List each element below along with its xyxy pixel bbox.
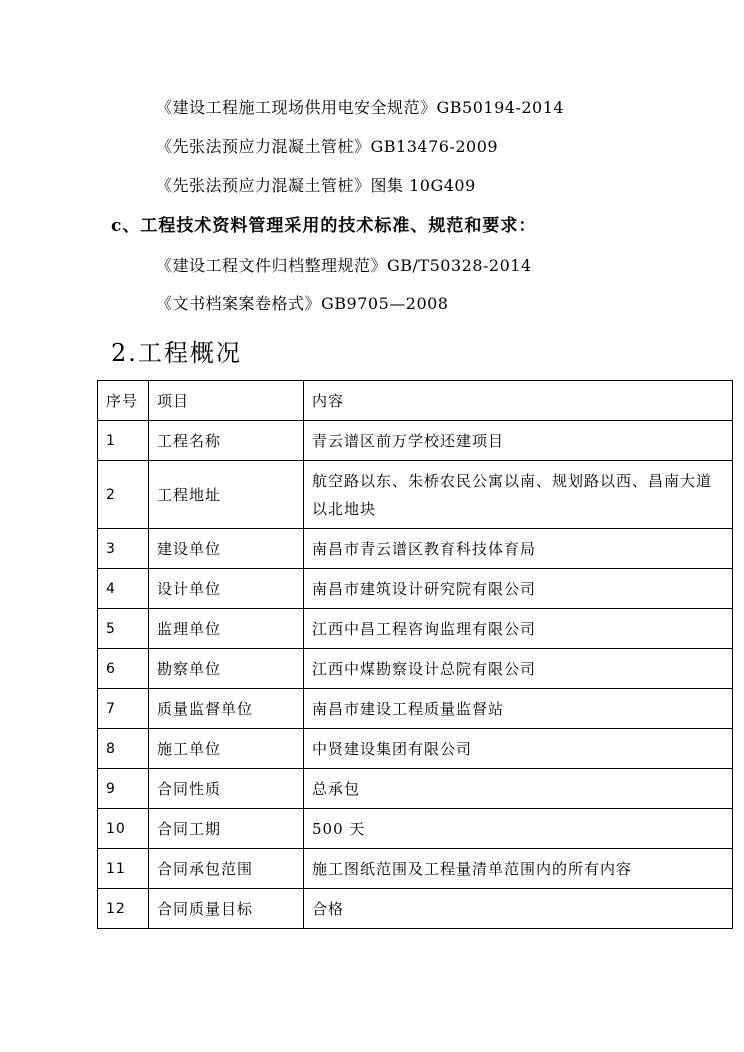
table-row [98,849,733,889]
row-number: 7 [98,689,149,729]
row-content: 南昌市青云谱区教育科技体育局 [304,529,733,569]
table-row [98,529,733,569]
table-row [98,769,733,809]
standard-line: 《建设工程文件归档整理规范》GB/T50328-2014 [156,256,532,275]
row-item: 勘察单位 [149,649,304,689]
row-content: 南昌市建筑设计研究院有限公司 [304,569,733,609]
row-content: 施工图纸范围及工程量清单范围内的所有内容 [304,849,733,889]
row-item: 合同工期 [149,809,304,849]
row-item: 设计单位 [149,569,304,609]
table-row [98,649,733,689]
table-row [98,729,733,769]
row-item: 工程地址 [149,461,304,529]
row-number: 2 [98,461,149,529]
row-number: 9 [98,769,149,809]
standard-line: 《文书档案案卷格式》GB9705—2008 [156,294,449,313]
row-content: 500 天 [304,809,733,849]
table-header-row [98,381,733,421]
row-item: 施工单位 [149,729,304,769]
row-number: 1 [98,421,149,461]
row-content: 江西中昌工程咨询监理有限公司 [304,609,733,649]
row-content: 中贤建设集团有限公司 [304,729,733,769]
row-item: 质量监督单位 [149,689,304,729]
header-cell-no: 序号 [98,381,149,421]
header-cell-item: 项目 [149,381,304,421]
row-item: 合同质量目标 [149,889,304,929]
row-content: 南昌市建设工程质量监督站 [304,689,733,729]
row-number: 6 [98,649,149,689]
table-row [98,569,733,609]
subsection-heading: c、工程技术资料管理采用的技术标准、规范和要求： [111,216,537,236]
table-row [98,609,733,649]
row-content: 青云谱区前万学校还建项目 [304,421,733,461]
row-number: 8 [98,729,149,769]
row-number: 10 [98,809,149,849]
table-row [98,689,733,729]
row-number: 11 [98,849,149,889]
row-number: 3 [98,529,149,569]
row-item: 合同承包范围 [149,849,304,889]
project-overview-table [97,380,733,929]
table-row [98,461,733,529]
standard-line: 《先张法预应力混凝土管桩》GB13476-2009 [156,137,499,156]
standard-line: 《建设工程施工现场供用电安全规范》GB50194-2014 [156,98,565,117]
row-item: 建设单位 [149,529,304,569]
section-title: 2.工程概况 [111,339,242,367]
row-item: 工程名称 [149,421,304,461]
row-content: 江西中煤勘察设计总院有限公司 [304,649,733,689]
row-item: 合同性质 [149,769,304,809]
row-content: 合格 [304,889,733,929]
table-row [98,809,733,849]
row-number: 12 [98,889,149,929]
row-number: 5 [98,609,149,649]
row-number: 4 [98,569,149,609]
table-row [98,421,733,461]
standard-line: 《先张法预应力混凝土管桩》图集 10G409 [156,176,476,195]
row-content: 航空路以东、朱桥农民公寓以南、规划路以西、昌南大道以北地块 [304,461,733,529]
row-item: 监理单位 [149,609,304,649]
header-cell-content: 内容 [304,381,733,421]
table-row [98,889,733,929]
row-content: 总承包 [304,769,733,809]
